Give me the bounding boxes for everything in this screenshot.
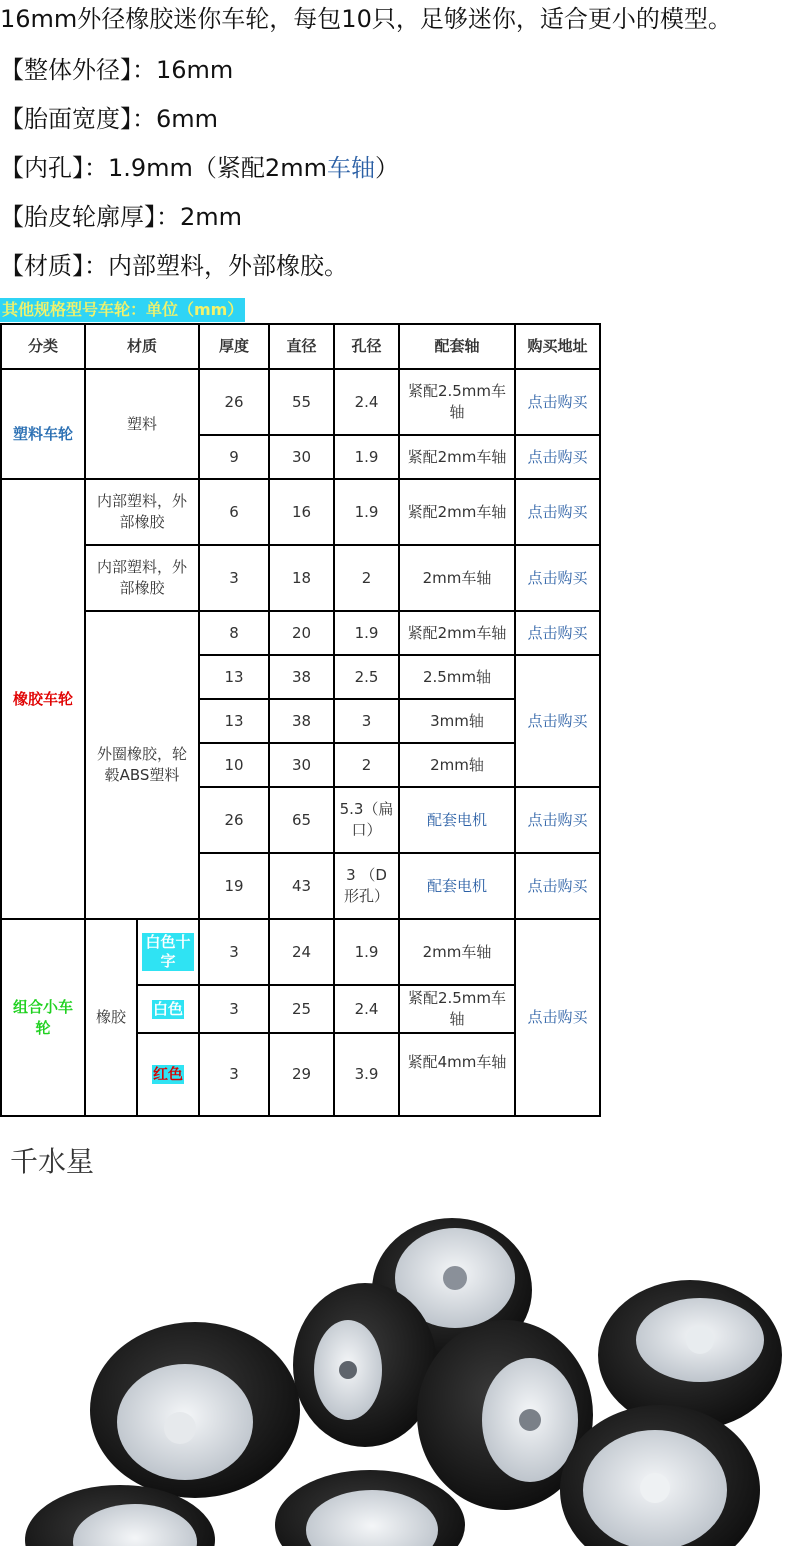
spec-tread-width: 【胎面宽度】：6mm <box>0 105 219 133</box>
diameter-cell: 29 <box>269 1033 334 1116</box>
product-photo <box>0 1190 790 1546</box>
bore-cell: 5.3（扁口） <box>334 787 399 853</box>
material-cell: 内部塑料，外部橡胶 <box>85 545 199 611</box>
category-rubber-wheel: 橡胶车轮 <box>1 479 85 919</box>
buy-link[interactable]: 点击购买 <box>515 919 600 1116</box>
material-cell: 外圈橡胶，轮毂ABS塑料 <box>85 611 199 919</box>
thickness-cell: 3 <box>199 919 269 985</box>
axle-cell: 紧配2.5mm车轴 <box>399 369 515 435</box>
diameter-cell: 18 <box>269 545 334 611</box>
header-buy-link: 购买地址 <box>515 324 600 369</box>
axle-cell: 紧配2mm车轴 <box>399 479 515 545</box>
bore-cell: 3 （D形孔） <box>334 853 399 919</box>
diameter-cell: 38 <box>269 699 334 743</box>
diameter-cell: 25 <box>269 985 334 1033</box>
buy-link[interactable]: 点击购买 <box>515 853 600 919</box>
header-material: 材质 <box>85 324 199 369</box>
table-row <box>1 919 600 985</box>
spec-material: 【材质】：内部塑料，外部橡胶。 <box>0 252 348 280</box>
axle-cell: 2mm车轴 <box>399 919 515 985</box>
buy-link[interactable]: 点击购买 <box>515 369 600 435</box>
category-combo-wheel: 组合小车轮 <box>1 919 85 1116</box>
axle-cell: 紧配2mm车轴 <box>399 611 515 655</box>
axle-cell: 2mm车轴 <box>399 545 515 611</box>
table-row <box>1 369 600 435</box>
thickness-cell: 19 <box>199 853 269 919</box>
axle-link[interactable]: 车轴 <box>326 154 375 182</box>
bore-cell: 2 <box>334 743 399 787</box>
spec-bore-suffix: ） <box>374 154 399 182</box>
bore-cell: 1.9 <box>334 919 399 985</box>
diameter-cell: 16 <box>269 479 334 545</box>
header-diameter: 直径 <box>269 324 334 369</box>
thickness-cell: 3 <box>199 985 269 1033</box>
thickness-cell: 9 <box>199 435 269 479</box>
thickness-cell: 13 <box>199 655 269 699</box>
diameter-cell: 30 <box>269 743 334 787</box>
matching-motor-link[interactable]: 配套电机 <box>399 787 515 853</box>
thickness-cell: 3 <box>199 1033 269 1116</box>
spec-bore-prefix: 【内孔】：1.9mm（紧配2mm <box>0 154 327 182</box>
color-cell <box>137 1033 199 1116</box>
color-cell <box>137 985 199 1033</box>
material-cell: 塑料 <box>85 369 199 479</box>
thickness-cell: 26 <box>199 369 269 435</box>
diameter-cell: 20 <box>269 611 334 655</box>
buy-link[interactable]: 点击购买 <box>515 435 600 479</box>
axle-cell: 2.5mm轴 <box>399 655 515 699</box>
color-tag-white: 白色 <box>152 999 183 1018</box>
wheel-image <box>275 1470 465 1546</box>
thickness-cell: 8 <box>199 611 269 655</box>
diameter-cell: 43 <box>269 853 334 919</box>
header-axle: 配套轴 <box>399 324 515 369</box>
bore-cell: 3.9 <box>334 1033 399 1116</box>
bore-cell: 1.9 <box>334 479 399 545</box>
thickness-cell: 10 <box>199 743 269 787</box>
color-cell <box>137 919 199 985</box>
bore-cell: 2.4 <box>334 985 399 1033</box>
category-plastic-wheel: 塑料车轮 <box>1 369 85 479</box>
matching-motor-link[interactable]: 配套电机 <box>399 853 515 919</box>
spec-diameter: 【整体外径】：16mm <box>0 56 234 84</box>
axle-cell: 3mm轴 <box>399 699 515 743</box>
diameter-cell: 30 <box>269 435 334 479</box>
color-tag-red: 红色 <box>152 1065 183 1083</box>
buy-link[interactable]: 点击购买 <box>515 787 600 853</box>
spec-bore <box>0 153 399 183</box>
bore-cell: 2.5 <box>334 655 399 699</box>
buy-link[interactable]: 点击购买 <box>515 655 600 787</box>
bore-cell: 2 <box>334 545 399 611</box>
material-cell: 内部塑料，外部橡胶 <box>85 479 199 545</box>
diameter-cell: 38 <box>269 655 334 699</box>
table-row <box>1 479 600 545</box>
bore-cell: 1.9 <box>334 435 399 479</box>
thickness-cell: 3 <box>199 545 269 611</box>
bore-cell: 1.9 <box>334 611 399 655</box>
axle-cell: 紧配2.5mm车轴 <box>399 985 515 1033</box>
header-thickness: 厚度 <box>199 324 269 369</box>
thickness-cell: 6 <box>199 479 269 545</box>
buy-link[interactable]: 点击购买 <box>515 611 600 655</box>
material-cell: 橡胶 <box>85 919 137 1116</box>
table-row <box>1 611 600 655</box>
table-header-row <box>1 324 600 369</box>
bore-cell: 3 <box>334 699 399 743</box>
thickness-cell: 13 <box>199 699 269 743</box>
wheel-image <box>293 1283 437 1447</box>
buy-link[interactable]: 点击购买 <box>515 545 600 611</box>
buy-link[interactable]: 点击购买 <box>515 479 600 545</box>
diameter-cell: 55 <box>269 369 334 435</box>
thickness-cell: 26 <box>199 787 269 853</box>
other-models-banner: 其他规格型号车轮：单位（mm） <box>0 298 245 322</box>
shop-signature: 千水星 <box>10 1145 95 1178</box>
header-bore: 孔径 <box>334 324 399 369</box>
table-row <box>1 545 600 611</box>
axle-cell: 紧配4mm车轴 <box>399 1033 515 1116</box>
spec-tire-thickness: 【胎皮轮廓厚】：2mm <box>0 203 243 231</box>
header-category: 分类 <box>1 324 85 369</box>
spec-table <box>0 323 601 1117</box>
wheel-image <box>90 1322 300 1498</box>
axle-cell: 2mm轴 <box>399 743 515 787</box>
bore-cell: 2.4 <box>334 369 399 435</box>
axle-cell: 紧配2mm车轴 <box>399 435 515 479</box>
color-tag-white-cross: 白色十字 <box>142 933 194 971</box>
diameter-cell: 24 <box>269 919 334 985</box>
wheel-image <box>598 1280 782 1430</box>
intro-text: 16mm外径橡胶迷你车轮，每包10只，足够迷你，适合更小的模型。 <box>0 5 732 33</box>
diameter-cell: 65 <box>269 787 334 853</box>
